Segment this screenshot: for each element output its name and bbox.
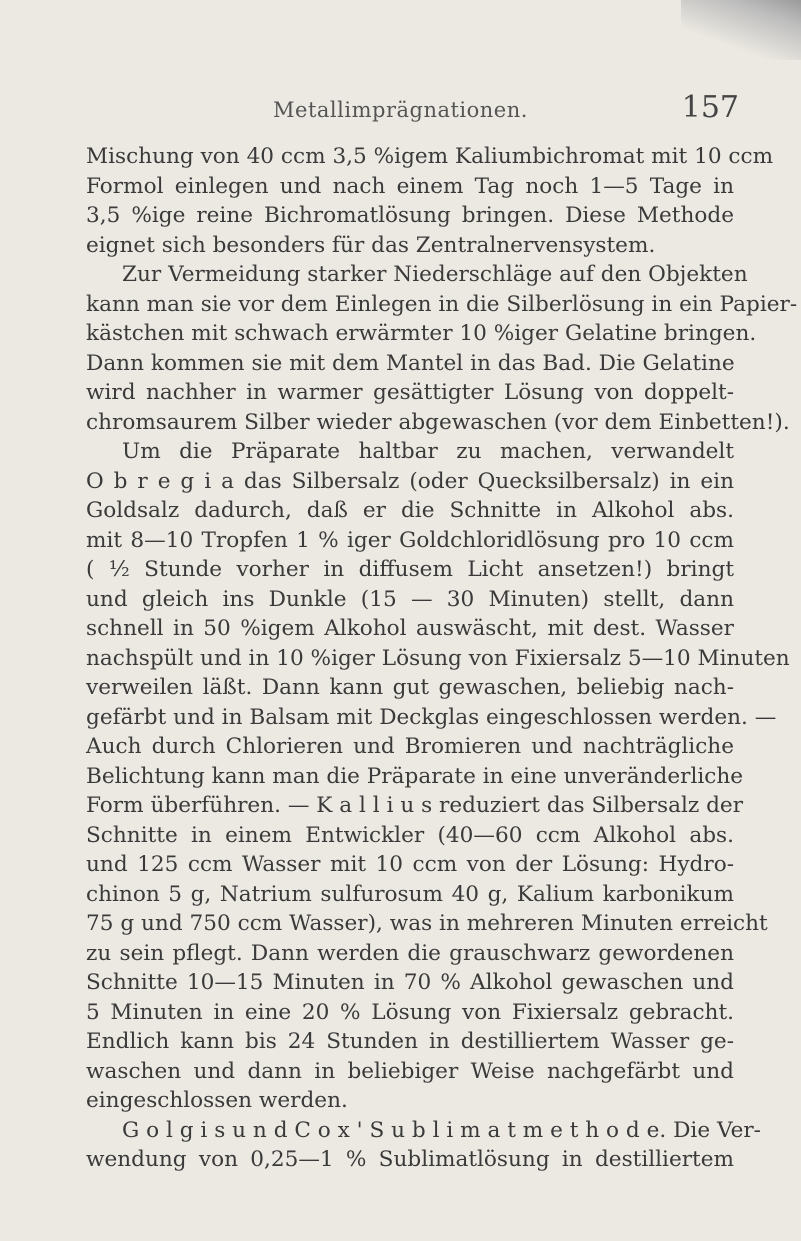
text-line: 3,5 %ige reine Bichromatlösung bringen. Diese Methode	[86, 203, 734, 228]
text-line: waschen und dann in beliebiger Weise nachgefärbt und	[86, 1058, 734, 1084]
text-line: Um die Präparate haltbar zu machen, verwandelt	[122, 439, 734, 464]
text-line: kann man sie vor dem Einlegen in die Silberlösung in ein Papier-	[86, 291, 798, 317]
text-line: wendung von 0,25—1 % Sublimatlösung in destilliertem	[86, 1147, 734, 1172]
text-line: Schnitte in einem Entwickler (40—60 ccm Alkohol abs.	[86, 822, 734, 848]
text-line: mit 8—10 Tropfen 1 % iger Goldchloridlösung pro 10 ccm	[86, 527, 734, 553]
text-line: Formol einlegen und nach einem Tag noch 1—5 Tage in	[86, 173, 734, 199]
text-line: Endlich kann bis 24 Stunden in destilliertem Wasser ge-	[86, 1029, 734, 1054]
text-line: Goldsalz dadurch, daß er die Schnitte in Alkohol abs.	[86, 498, 734, 523]
running-title: Metallimprägnationen.	[273, 98, 528, 122]
text-line: Form überführen. — K a l l i u s reduziert das Silbersalz der	[86, 793, 744, 818]
page-corner-shadow	[681, 0, 801, 60]
text-line: Schnitte 10—15 Minuten in 70 % Alkohol gewaschen und	[86, 970, 734, 995]
body-text	[86, 142, 798, 1175]
text-line: ( ½ Stunde vorher in diffusem Licht ansetzen!) bringt	[86, 557, 734, 582]
text-line: und gleich ins Dunkle (15 — 30 Minuten) stellt, dann	[86, 586, 734, 612]
text-line: chinon 5 g, Natrium sulfurosum 40 g, Kalium karbonikum	[86, 881, 734, 907]
text-line: wird nachher in warmer gesättigter Lösung von doppelt-	[86, 380, 734, 405]
text-line: Zur Vermeidung starker Niederschläge auf den Objekten	[122, 262, 748, 287]
text-line: nachspült und in 10 %iger Lösung von Fixiersalz 5—10 Minuten	[86, 645, 790, 671]
text-line: chromsaurem Silber wieder abgewaschen (vor dem Einbetten!).	[86, 409, 790, 435]
text-line: kästchen mit schwach erwärmter 10 %iger Gelatine bringen.	[86, 321, 757, 346]
text-line: eignet sich besonders für das Zentralnervensystem.	[86, 232, 656, 258]
running-head	[0, 90, 801, 130]
text-line: G o l g i s u n d C o x ' S u b l i m a t m e t h o d e. Die Ver-	[122, 1117, 761, 1143]
text-line: gefärbt und in Balsam mit Deckglas eingeschlossen werden. —	[86, 704, 777, 730]
text-line: Belichtung kann man die Präparate in eine unveränderliche	[86, 763, 744, 789]
text-line: O b r e g i a das Silbersalz (oder Quecksilbersalz) in ein	[86, 468, 734, 494]
text-line: und 125 ccm Wasser mit 10 ccm von der Lösung: Hydro-	[86, 852, 734, 877]
text-line: eingeschlossen werden.	[86, 1088, 348, 1113]
text-line: Auch durch Chlorieren und Bromieren und nachträgliche	[86, 734, 734, 759]
page-number: 157	[681, 90, 739, 125]
text-line: 75 g und 750 ccm Wasser), was in mehreren Minuten erreicht	[86, 911, 768, 936]
text-line: Dann kommen sie mit dem Mantel in das Bad. Die Gelatine	[86, 350, 735, 376]
text-line: zu sein pflegt. Dann werden die grauschwarz gewordenen	[86, 940, 734, 966]
text-line: Mischung von 40 ccm 3,5 %igem Kaliumbichromat mit 10 ccm	[86, 144, 774, 169]
text-line: schnell in 50 %igem Alkohol auswäscht, mit dest. Wasser	[86, 616, 734, 641]
text-line: verweilen läßt. Dann kann gut gewaschen, beliebig nach-	[86, 675, 734, 700]
text-line: 5 Minuten in eine 20 % Lösung von Fixiersalz gebracht.	[86, 999, 734, 1025]
